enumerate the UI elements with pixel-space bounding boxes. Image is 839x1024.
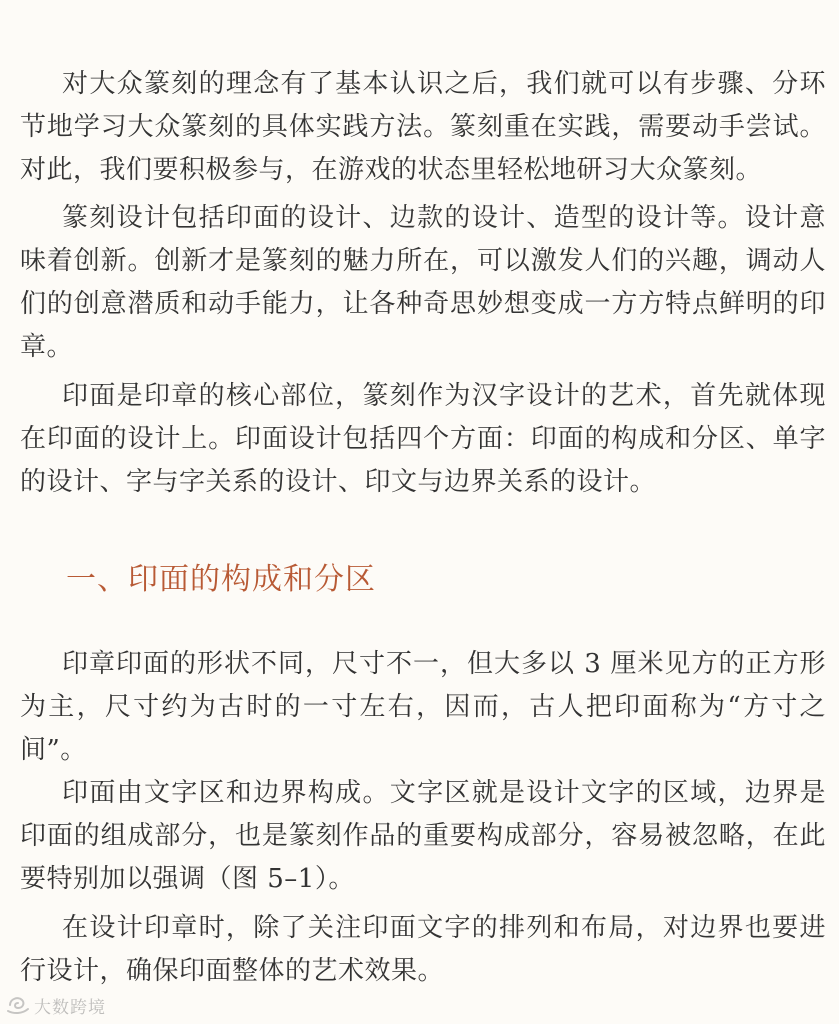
brand-logo-icon: [6, 994, 30, 1016]
section-paragraph-1: 印章印面的形状不同，尺寸不一，但大多以 3 厘米见方的正方形为主，尺寸约为古时的一寸左右，因而，古人把印面称为“方寸之间”。: [20, 649, 826, 765]
watermark-text: 大数跨境: [34, 997, 106, 1018]
body-paragraph-3: 印面是印章的核心部位，篆刻作为汉字设计的艺术，首先就体现在印面的设计上。印面设计包括四个方面：印面的构成和分区、单字的设计、字与字关系的设计、印文与边界关系的设计。: [20, 381, 826, 497]
section-paragraph-3: 在设计印章时，除了关注印面文字的排列和布局，对边界也要进行设计，确保印面整体的艺术效果。: [20, 913, 826, 986]
body-paragraph-2: 篆刻设计包括印面的设计、边款的设计、造型的设计等。设计意味着创新。创新才是篆刻的魅力所在，可以激发人们的兴趣，调动人们的创意潜质和动手能力，让各种奇思妙想变成一方方特点鲜明的印章。: [20, 203, 826, 362]
section-paragraph-2: 印面由文字区和边界构成。文字区就是设计文字的区域，边界是印面的组成部分，也是篆刻作品的重要构成部分，容易被忽略，在此要特别加以强调（图 5–1）。: [20, 778, 826, 894]
body-paragraph-1: 对大众篆刻的理念有了基本认识之后，我们就可以有步骤、分环节地学习大众篆刻的具体实践方法。篆刻重在实践，需要动手尝试。对此，我们要积极参与，在游戏的状态里轻松地研习大众篆刻。: [20, 69, 826, 185]
watermark: [6, 992, 106, 1018]
section-heading: 一、印面的构成和分区: [66, 562, 376, 597]
